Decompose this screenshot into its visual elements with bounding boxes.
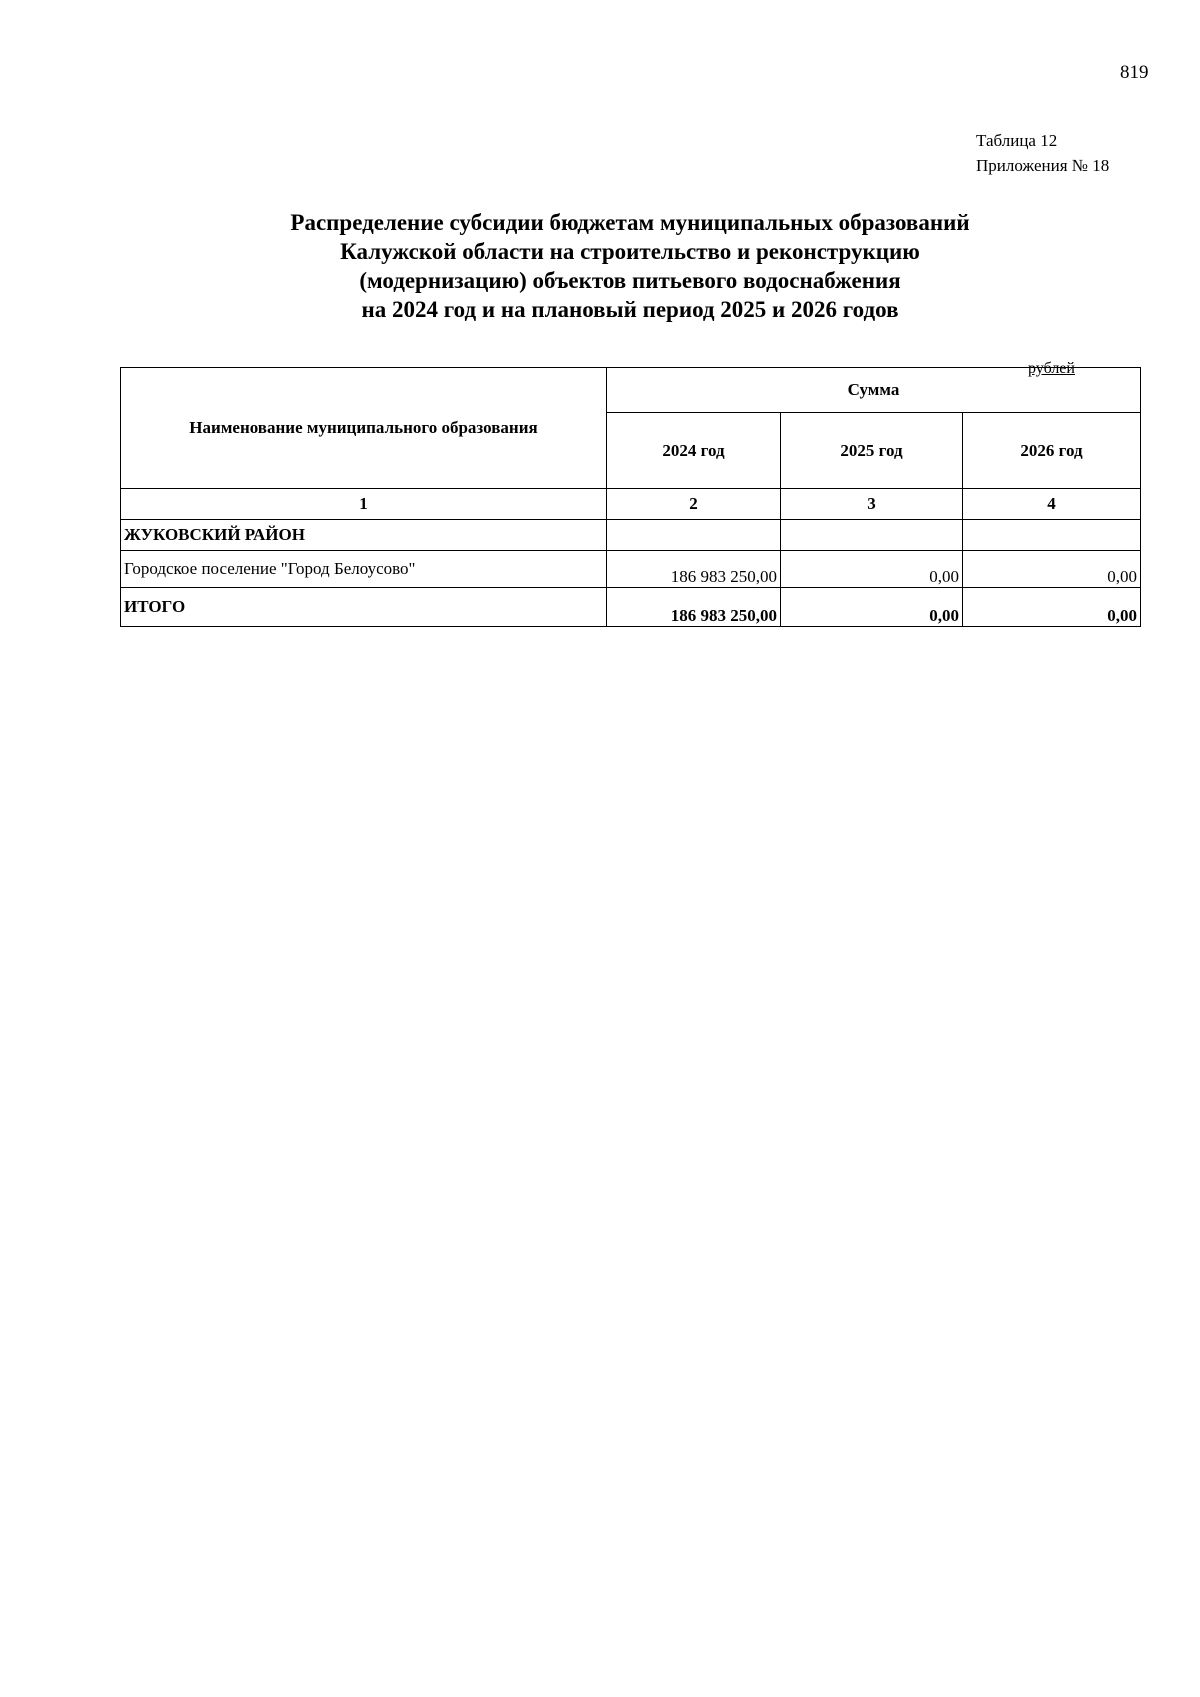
header-year-2026: 2026 год bbox=[963, 413, 1141, 489]
district-cell-2024 bbox=[607, 520, 781, 551]
total-value-2026: 0,00 bbox=[963, 588, 1141, 627]
title-line-2: Калужской области на строительство и реконструкцию bbox=[340, 239, 920, 264]
settlement-value-2026: 0,00 bbox=[963, 551, 1141, 588]
table-row bbox=[121, 551, 1141, 588]
settlement-value-2024: 186 983 250,00 bbox=[607, 551, 781, 588]
appendix-annex-label: Приложения № 18 bbox=[976, 156, 1110, 175]
total-value-2024: 186 983 250,00 bbox=[607, 588, 781, 627]
column-number-row bbox=[121, 489, 1141, 520]
title-line-1: Распределение субсидии бюджетам муниципальных образований bbox=[290, 210, 970, 235]
district-name: ЖУКОВСКИЙ РАЙОН bbox=[121, 520, 607, 551]
appendix-reference bbox=[976, 128, 1109, 178]
district-row bbox=[121, 520, 1141, 551]
subsidy-table bbox=[120, 367, 1141, 627]
settlement-value-2025: 0,00 bbox=[781, 551, 963, 588]
column-number-2: 2 bbox=[607, 489, 781, 520]
district-cell-2026 bbox=[963, 520, 1141, 551]
header-sum: Сумма bbox=[607, 368, 1141, 413]
total-value-2025: 0,00 bbox=[781, 588, 963, 627]
units-label: рублей bbox=[1028, 360, 1075, 377]
title-line-3: (модернизацию) объектов питьевого водоснабжения bbox=[359, 268, 901, 293]
total-row bbox=[121, 588, 1141, 627]
table-header-row bbox=[121, 368, 1141, 413]
total-label: ИТОГО bbox=[121, 588, 607, 627]
column-number-1: 1 bbox=[121, 489, 607, 520]
district-cell-2025 bbox=[781, 520, 963, 551]
appendix-table-label: Таблица 12 bbox=[976, 131, 1058, 150]
column-number-3: 3 bbox=[781, 489, 963, 520]
header-municipality-name: Наименование муниципального образования bbox=[121, 368, 607, 489]
document-title bbox=[200, 208, 1060, 324]
column-number-4: 4 bbox=[963, 489, 1141, 520]
page-number: 819 bbox=[1120, 62, 1149, 83]
header-year-2025: 2025 год bbox=[781, 413, 963, 489]
header-year-2024: 2024 год bbox=[607, 413, 781, 489]
title-line-4: на 2024 год и на плановый период 2025 и 2026 годов bbox=[361, 297, 899, 322]
settlement-name: Городское поселение "Город Белоусово" bbox=[121, 551, 607, 588]
